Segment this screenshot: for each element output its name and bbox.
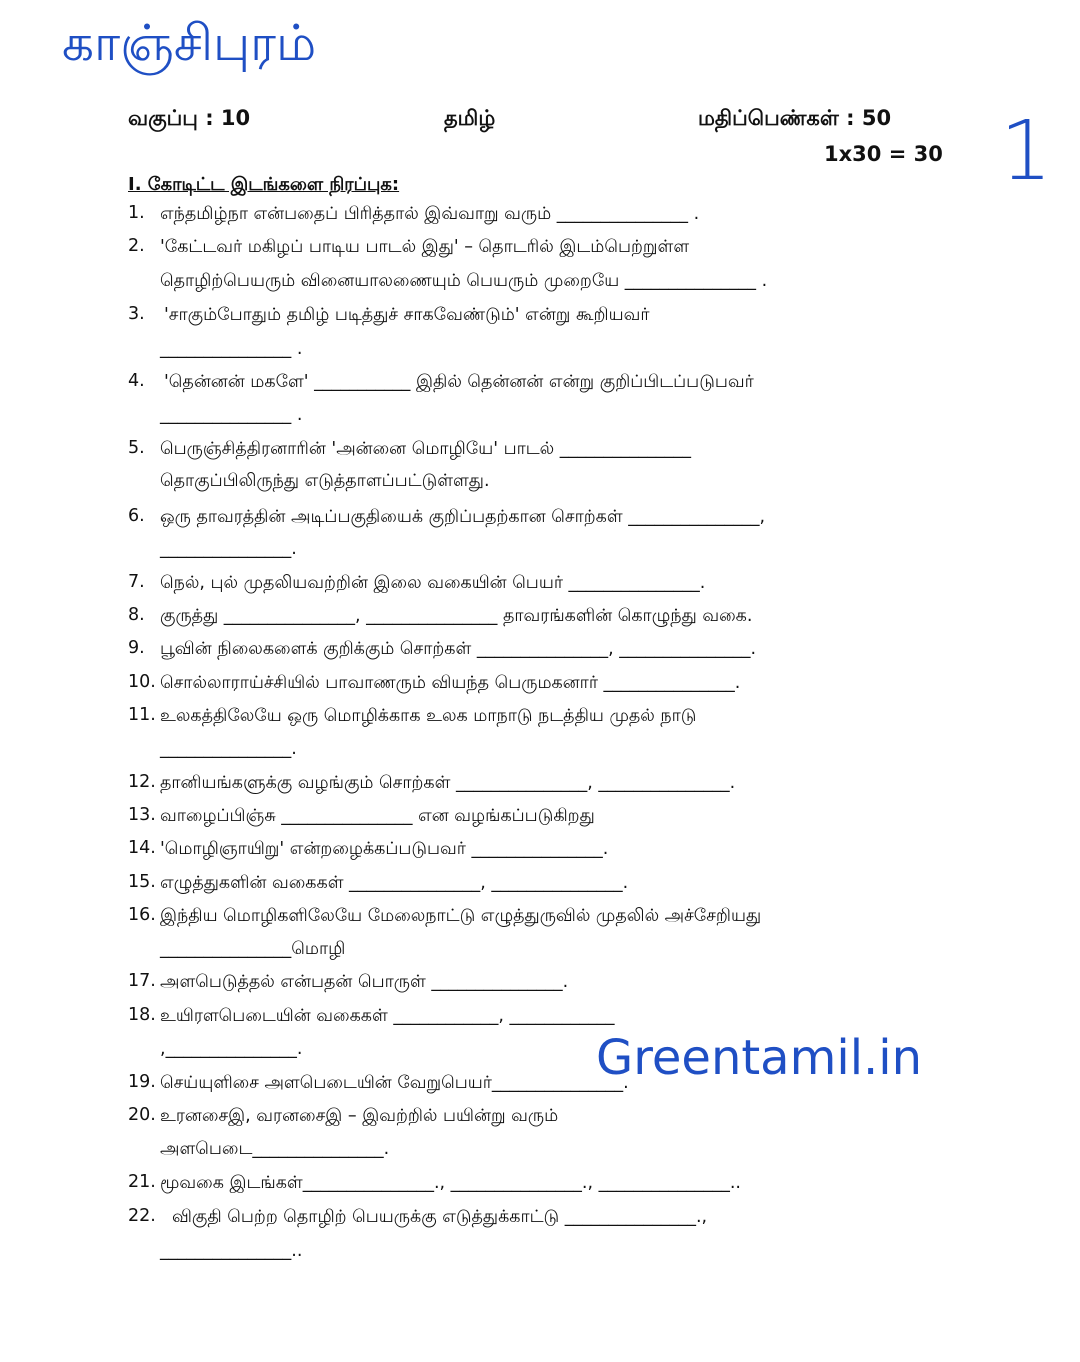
question-number: 14. bbox=[128, 838, 156, 858]
question-number: 17. bbox=[128, 971, 156, 991]
question-line: ஒரு தாவரத்தின் அடிப்பகுதியைக் குறிப்பதற்கான சொற்கள் _______________, bbox=[160, 507, 766, 527]
question-number: 2. bbox=[128, 236, 145, 256]
question-number: 15. bbox=[128, 872, 156, 892]
question-number: 8. bbox=[128, 605, 145, 625]
subject-label: தமிழ் bbox=[444, 106, 496, 130]
question-line: சொல்லாராய்ச்சியில் பாவாணரும் வியந்த பெருமகனார் _______________. bbox=[160, 673, 741, 693]
question-number: 12. bbox=[128, 772, 156, 792]
question-line: தொகுப்பிலிருந்து எடுத்தாளப்பட்டுள்ளது. bbox=[160, 471, 490, 491]
question-number: 5. bbox=[128, 438, 145, 458]
question-line: எழுத்துகளின் வகைகள் _______________, _______________. bbox=[160, 873, 629, 893]
question-line: எந்தமிழ்நா என்பதைப் பிரித்தால் இவ்வாறு வரும் _______________ . bbox=[160, 204, 700, 224]
class-label: வகுப்பு : 10 bbox=[128, 106, 251, 130]
question-number: 6. bbox=[128, 506, 145, 526]
question-line: _______________.. bbox=[160, 1241, 303, 1261]
question-line: _______________மொழி bbox=[160, 939, 346, 959]
question-number: 11. bbox=[128, 705, 156, 725]
question-line: அளபெடுத்தல் என்பதன் பொருள் _______________. bbox=[160, 972, 569, 992]
question-line: _______________. bbox=[160, 739, 297, 759]
question-line: உயிரளபெடையின் வகைகள் ____________, ____________ bbox=[160, 1006, 615, 1026]
question-line: வாழைப்பிஞ்சு _______________ என வழங்கப்படுகிறது bbox=[160, 806, 595, 826]
section-title: I. கோடிட்ட இடங்களை நிரப்புக: bbox=[128, 174, 400, 195]
question-number: 20. bbox=[128, 1105, 156, 1125]
question-number: 1. bbox=[128, 203, 145, 223]
question-number: 13. bbox=[128, 805, 156, 825]
question-line: ,_______________. bbox=[160, 1039, 303, 1059]
page-number: 1 bbox=[1000, 104, 1053, 199]
watermark: Greentamil.in bbox=[596, 1030, 923, 1086]
question-number: 9. bbox=[128, 638, 145, 658]
section-marks: 1x30 = 30 bbox=[824, 142, 943, 166]
question-line: அளபெடை_______________. bbox=[160, 1139, 390, 1159]
marks-label: மதிப்பெண்கள் : 50 bbox=[698, 106, 892, 130]
question-number: 16. bbox=[128, 905, 156, 925]
district-title: காஞ்சிபுரம் bbox=[62, 14, 317, 72]
question-line: _______________ . bbox=[160, 339, 303, 359]
question-line: உலகத்திலேயே ஒரு மொழிக்காக உலக மாநாடு நடத்திய முதல் நாடு bbox=[160, 706, 697, 726]
question-line: பூவின் நிலைகளைக் குறிக்கும் சொற்கள் _______________, _______________. bbox=[160, 639, 757, 659]
question-line: _______________. bbox=[160, 539, 297, 559]
question-line: 'கேட்டவர் மகிழப் பாடிய பாடல் இது' – தொடரில் இடம்பெற்றுள்ள bbox=[160, 237, 690, 257]
question-number: 3. bbox=[128, 304, 145, 324]
question-line: 'தென்னன் மகளே' ___________ இதில் தென்னன் என்று குறிப்பிடப்படுபவர் bbox=[164, 372, 754, 392]
question-line: மூவகை இடங்கள்_______________., _______________., _______________.. bbox=[160, 1173, 741, 1193]
question-number: 4. bbox=[128, 371, 145, 391]
question-line: நெல், புல் முதலியவற்றின் இலை வகையின் பெயர் _______________. bbox=[160, 573, 706, 593]
question-line: 'மொழிஞாயிறு' என்றழைக்கப்படுபவர் _______________. bbox=[160, 839, 609, 859]
question-number: 18. bbox=[128, 1005, 156, 1025]
question-line: குருத்து _______________, _______________ தாவரங்களின் கொழுந்து வகை. bbox=[160, 606, 753, 626]
question-line: செய்யுளிசை அளபெடையின் வேறுபெயர்_______________. bbox=[160, 1073, 629, 1093]
question-line: _______________ . bbox=[160, 405, 303, 425]
question-line: விகுதி பெற்ற தொழிற் பெயருக்கு எடுத்துக்காட்டு _______________., bbox=[172, 1207, 708, 1227]
question-line: 'சாகும்போதும் தமிழ் படித்துச் சாகவேண்டும்' என்று கூறியவர் bbox=[164, 305, 650, 325]
question-number: 10. bbox=[128, 672, 156, 692]
question-line: தொழிற்பெயரும் வினையாலணையும் பெயரும் முறையே _______________ . bbox=[160, 271, 768, 291]
question-number: 19. bbox=[128, 1072, 156, 1092]
question-line: பெருஞ்சித்திரனாரின் 'அன்னை மொழியே' பாடல் _______________ bbox=[160, 439, 692, 459]
question-line: இந்திய மொழிகளிலேயே மேலைநாட்டு எழுத்துருவில் முதலில் அச்சேறியது bbox=[160, 906, 762, 926]
question-number: 22. bbox=[128, 1206, 156, 1226]
question-number: 7. bbox=[128, 572, 145, 592]
question-number: 21. bbox=[128, 1172, 156, 1192]
question-line: தானியங்களுக்கு வழங்கும் சொற்கள் _______________, _______________. bbox=[160, 773, 736, 793]
question-line: உரனசைஇ, வரனசைஇ – இவற்றில் பயின்று வரும் bbox=[160, 1106, 559, 1126]
